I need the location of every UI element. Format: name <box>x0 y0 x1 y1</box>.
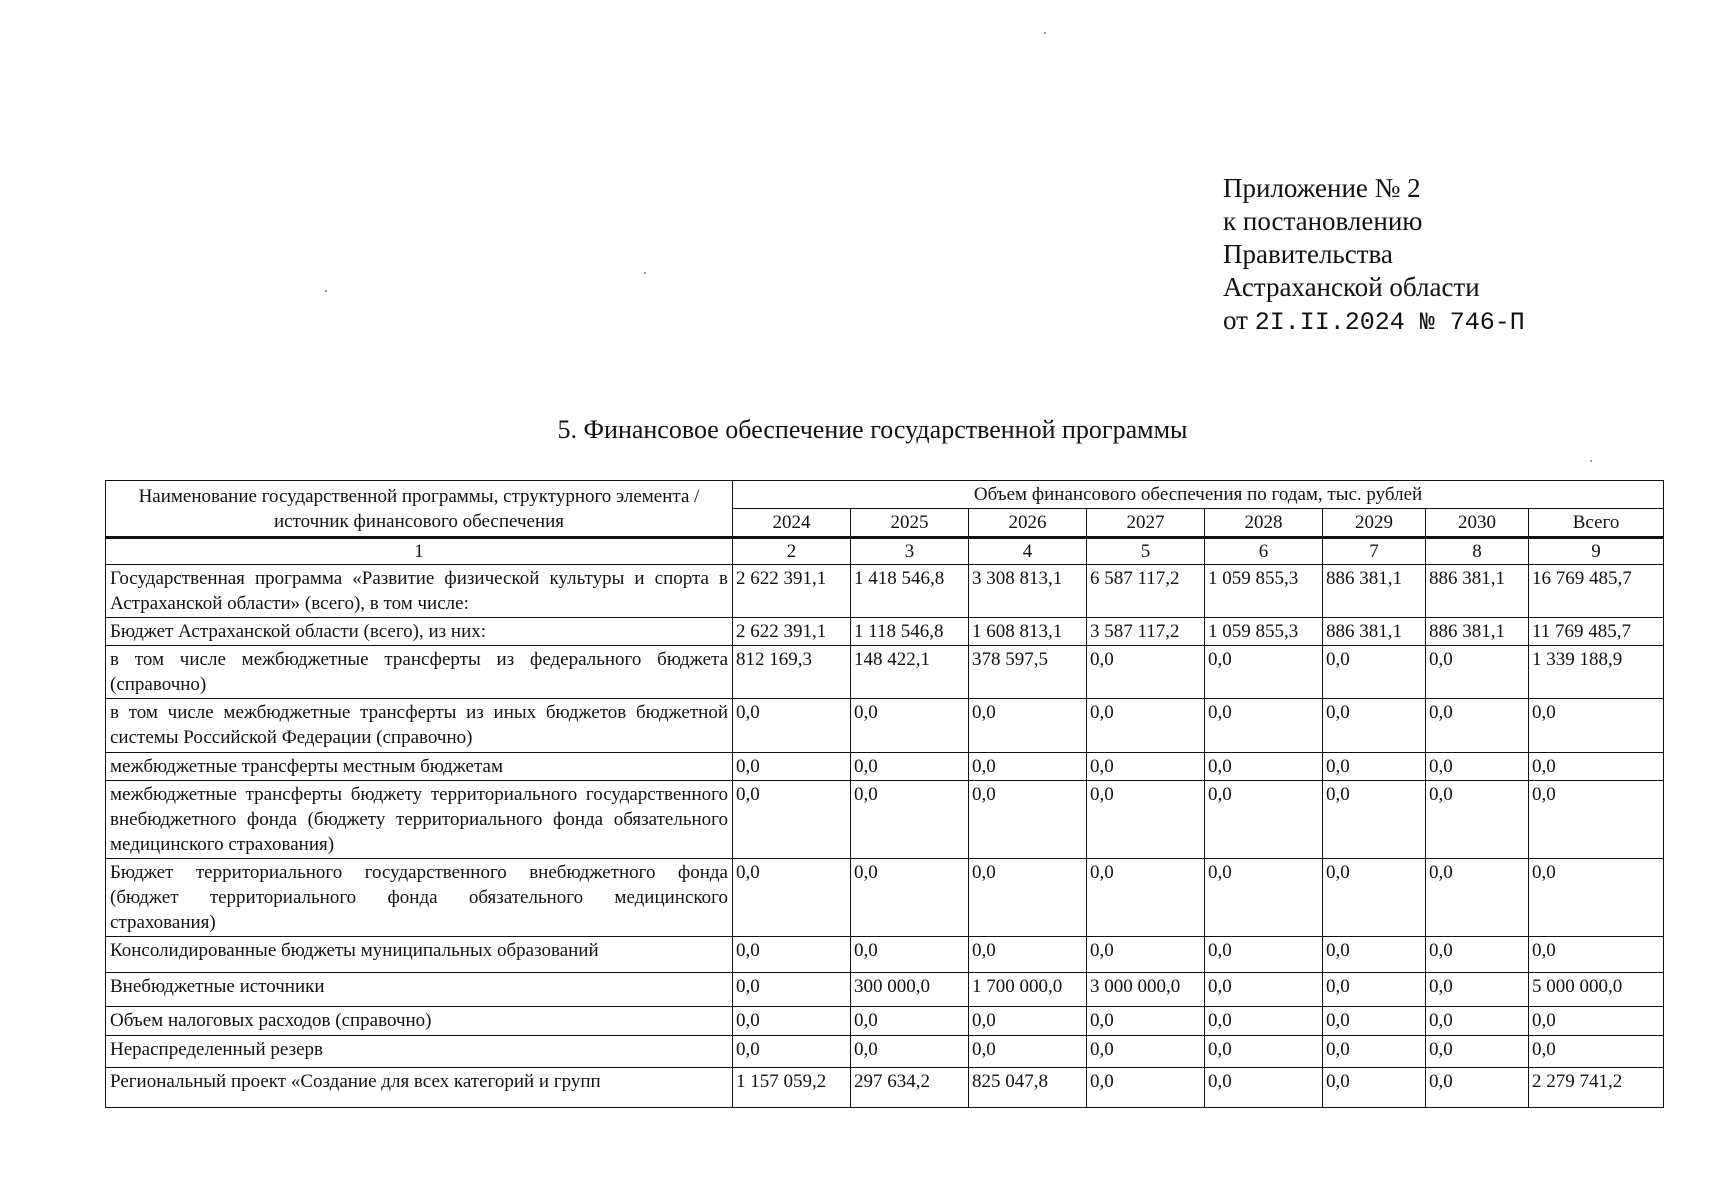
value-cell: 0,0 <box>1529 1036 1664 1068</box>
value-cell: 0,0 <box>1087 1036 1205 1068</box>
value-cell: 0,0 <box>1529 781 1664 859</box>
section-title: 5. Финансовое обеспечение государственной программы <box>557 415 1188 444</box>
value-cell: 886 381,1 <box>1323 565 1426 618</box>
value-cell: 0,0 <box>969 753 1087 781</box>
value-cell: 1 059 855,3 <box>1205 618 1323 646</box>
annex-line-region: Астраханской области <box>1223 272 1480 302</box>
value-cell: 0,0 <box>1426 753 1529 781</box>
value-cell: 0,0 <box>1323 781 1426 859</box>
value-cell: 0,0 <box>1529 859 1664 937</box>
value-cell: 0,0 <box>851 753 969 781</box>
value-cell: 6 587 117,2 <box>1087 565 1205 618</box>
header-year-2027: 2027 <box>1087 509 1205 538</box>
value-cell: 0,0 <box>1426 1068 1529 1108</box>
row-name-cell: в том числе межбюджетные трансферты из федерального бюджета (справочно) <box>106 646 733 699</box>
value-cell: 0,0 <box>1426 859 1529 937</box>
row-name-cell: Внебюджетные источники <box>106 973 733 1007</box>
value-cell: 0,0 <box>1087 859 1205 937</box>
table-body <box>106 565 1664 1108</box>
table-row <box>106 618 1664 646</box>
value-cell: 0,0 <box>1529 753 1664 781</box>
value-cell: 0,0 <box>733 699 851 753</box>
value-cell: 1 608 813,1 <box>969 618 1087 646</box>
header-funding-group: Объем финансового обеспечения по годам, тыс. рублей <box>733 481 1664 509</box>
annex-line-decree: к постановлению <box>1223 206 1423 236</box>
value-cell: 0,0 <box>1205 1068 1323 1108</box>
value-cell: 0,0 <box>1087 699 1205 753</box>
column-index-cell: 4 <box>969 538 1087 565</box>
table-row <box>106 1068 1664 1108</box>
value-cell: 1 118 546,8 <box>851 618 969 646</box>
value-cell: 0,0 <box>851 1007 969 1036</box>
value-cell: 0,0 <box>733 781 851 859</box>
value-cell: 0,0 <box>1426 699 1529 753</box>
value-cell: 0,0 <box>1205 646 1323 699</box>
annex-number: Приложение № 2 <box>1223 173 1421 203</box>
value-cell: 0,0 <box>1426 937 1529 973</box>
value-cell: 0,0 <box>1205 1036 1323 1068</box>
value-cell: 0,0 <box>1323 753 1426 781</box>
column-index-cell: 9 <box>1529 538 1664 565</box>
value-cell: 0,0 <box>1323 1007 1426 1036</box>
value-cell: 0,0 <box>1426 781 1529 859</box>
value-cell: 0,0 <box>969 1036 1087 1068</box>
annex-date-prefix: от <box>1223 305 1248 335</box>
table-row <box>106 973 1664 1007</box>
value-cell: 16 769 485,7 <box>1529 565 1664 618</box>
value-cell: 1 059 855,3 <box>1205 565 1323 618</box>
column-index-cell: 7 <box>1323 538 1426 565</box>
value-cell: 0,0 <box>733 973 851 1007</box>
table-row <box>106 753 1664 781</box>
row-name-cell: Бюджет территориального государственного внебюджетного фонда (бюджет территориального фонда обязательного медицинского страхования) <box>106 859 733 937</box>
header-name-column: Наименование государственной программы, структурного элемента / источник финансового обеспечения <box>106 481 733 538</box>
row-name-cell: Бюджет Астраханской области (всего), из них: <box>106 618 733 646</box>
table-row <box>106 781 1664 859</box>
column-index-cell: 8 <box>1426 538 1529 565</box>
value-cell: 0,0 <box>1426 1036 1529 1068</box>
header-year-2026: 2026 <box>969 509 1087 538</box>
value-cell: 0,0 <box>1205 973 1323 1007</box>
column-index-cell: 3 <box>851 538 969 565</box>
value-cell: 0,0 <box>1205 699 1323 753</box>
header-year-2028: 2028 <box>1205 509 1323 538</box>
row-name-cell: Государственная программа «Развитие физической культуры и спорта в Астраханской области» (всего), в том числе: <box>106 565 733 618</box>
value-cell: 0,0 <box>733 1036 851 1068</box>
column-index-cell: 5 <box>1087 538 1205 565</box>
scan-speck <box>1590 460 1592 462</box>
row-name-cell: Региональный проект «Создание для всех категорий и групп <box>106 1068 733 1108</box>
table-row <box>106 859 1664 937</box>
value-cell: 0,0 <box>1205 859 1323 937</box>
value-cell: 3 000 000,0 <box>1087 973 1205 1007</box>
value-cell: 0,0 <box>969 1007 1087 1036</box>
table-row <box>106 565 1664 618</box>
header-year-total: Всего <box>1529 509 1664 538</box>
value-cell: 0,0 <box>1323 937 1426 973</box>
value-cell: 0,0 <box>1323 1068 1426 1108</box>
value-cell: 148 422,1 <box>851 646 969 699</box>
table-row <box>106 1036 1664 1068</box>
value-cell: 297 634,2 <box>851 1068 969 1108</box>
value-cell: 0,0 <box>1323 699 1426 753</box>
scan-speck <box>325 290 327 292</box>
value-cell: 886 381,1 <box>1323 618 1426 646</box>
value-cell: 2 622 391,1 <box>733 565 851 618</box>
value-cell: 0,0 <box>1323 859 1426 937</box>
value-cell: 0,0 <box>1323 646 1426 699</box>
value-cell: 0,0 <box>1205 753 1323 781</box>
annex-date-line <box>1223 304 1525 339</box>
value-cell: 0,0 <box>1087 937 1205 973</box>
table-header <box>106 481 1664 538</box>
value-cell: 886 381,1 <box>1426 618 1529 646</box>
column-index-row-group <box>106 538 1664 565</box>
value-cell: 0,0 <box>1087 781 1205 859</box>
scan-speck <box>644 272 646 274</box>
value-cell: 825 047,8 <box>969 1068 1087 1108</box>
value-cell: 0,0 <box>1323 973 1426 1007</box>
value-cell: 0,0 <box>1323 1036 1426 1068</box>
value-cell: 1 418 546,8 <box>851 565 969 618</box>
row-name-cell: межбюджетные трансферты бюджету территориального государственного внебюджетного фонда (бюджету территориального фонда обязательного медицинского страхования) <box>106 781 733 859</box>
value-cell: 0,0 <box>851 859 969 937</box>
column-index-cell: 2 <box>733 538 851 565</box>
value-cell: 0,0 <box>1087 1007 1205 1036</box>
value-cell: 0,0 <box>851 1036 969 1068</box>
table-row <box>106 1007 1664 1036</box>
value-cell: 0,0 <box>733 859 851 937</box>
value-cell: 0,0 <box>1087 646 1205 699</box>
annex-block <box>1223 172 1525 339</box>
value-cell: 2 622 391,1 <box>733 618 851 646</box>
value-cell: 0,0 <box>1205 781 1323 859</box>
value-cell: 0,0 <box>1426 973 1529 1007</box>
value-cell: 0,0 <box>1426 646 1529 699</box>
value-cell: 0,0 <box>851 781 969 859</box>
row-name-cell: в том числе межбюджетные трансферты из иных бюджетов бюджетной системы Российской Федерации (справочно) <box>106 699 733 753</box>
row-name-cell: Объем налоговых расходов (справочно) <box>106 1007 733 1036</box>
value-cell: 0,0 <box>1205 1007 1323 1036</box>
column-index-cell: 6 <box>1205 538 1323 565</box>
value-cell: 11 769 485,7 <box>1529 618 1664 646</box>
header-year-2030: 2030 <box>1426 509 1529 538</box>
header-year-2025: 2025 <box>851 509 969 538</box>
value-cell: 1 157 059,2 <box>733 1068 851 1108</box>
table-row <box>106 699 1664 753</box>
value-cell: 1 700 000,0 <box>969 973 1087 1007</box>
column-index-row <box>106 538 1664 565</box>
value-cell: 812 169,3 <box>733 646 851 699</box>
scan-speck <box>1044 32 1046 34</box>
column-index-cell: 1 <box>106 538 733 565</box>
row-name-cell: Консолидированные бюджеты муниципальных образований <box>106 937 733 973</box>
value-cell: 378 597,5 <box>969 646 1087 699</box>
financing-table <box>105 480 1664 1108</box>
value-cell: 3 587 117,2 <box>1087 618 1205 646</box>
value-cell: 2 279 741,2 <box>1529 1068 1664 1108</box>
value-cell: 0,0 <box>851 937 969 973</box>
header-year-2029: 2029 <box>1323 509 1426 538</box>
value-cell: 0,0 <box>733 937 851 973</box>
row-name-cell: межбюджетные трансферты местным бюджетам <box>106 753 733 781</box>
table-row <box>106 937 1664 973</box>
annex-date-stamp: 2I.II.2024 № 746-П <box>1254 308 1525 337</box>
row-name-cell: Нераспределенный резерв <box>106 1036 733 1068</box>
value-cell: 300 000,0 <box>851 973 969 1007</box>
table-row <box>106 646 1664 699</box>
value-cell: 0,0 <box>1529 937 1664 973</box>
value-cell: 0,0 <box>969 937 1087 973</box>
value-cell: 3 308 813,1 <box>969 565 1087 618</box>
value-cell: 0,0 <box>1529 1007 1664 1036</box>
header-year-2024: 2024 <box>733 509 851 538</box>
value-cell: 0,0 <box>1205 937 1323 973</box>
value-cell: 0,0 <box>1087 753 1205 781</box>
value-cell: 0,0 <box>1426 1007 1529 1036</box>
value-cell: 0,0 <box>851 699 969 753</box>
annex-line-government: Правительства <box>1223 239 1393 269</box>
value-cell: 0,0 <box>969 699 1087 753</box>
value-cell: 1 339 188,9 <box>1529 646 1664 699</box>
value-cell: 0,0 <box>1529 699 1664 753</box>
value-cell: 0,0 <box>969 859 1087 937</box>
value-cell: 0,0 <box>969 781 1087 859</box>
value-cell: 0,0 <box>733 753 851 781</box>
value-cell: 5 000 000,0 <box>1529 973 1664 1007</box>
value-cell: 886 381,1 <box>1426 565 1529 618</box>
value-cell: 0,0 <box>1087 1068 1205 1108</box>
value-cell: 0,0 <box>733 1007 851 1036</box>
